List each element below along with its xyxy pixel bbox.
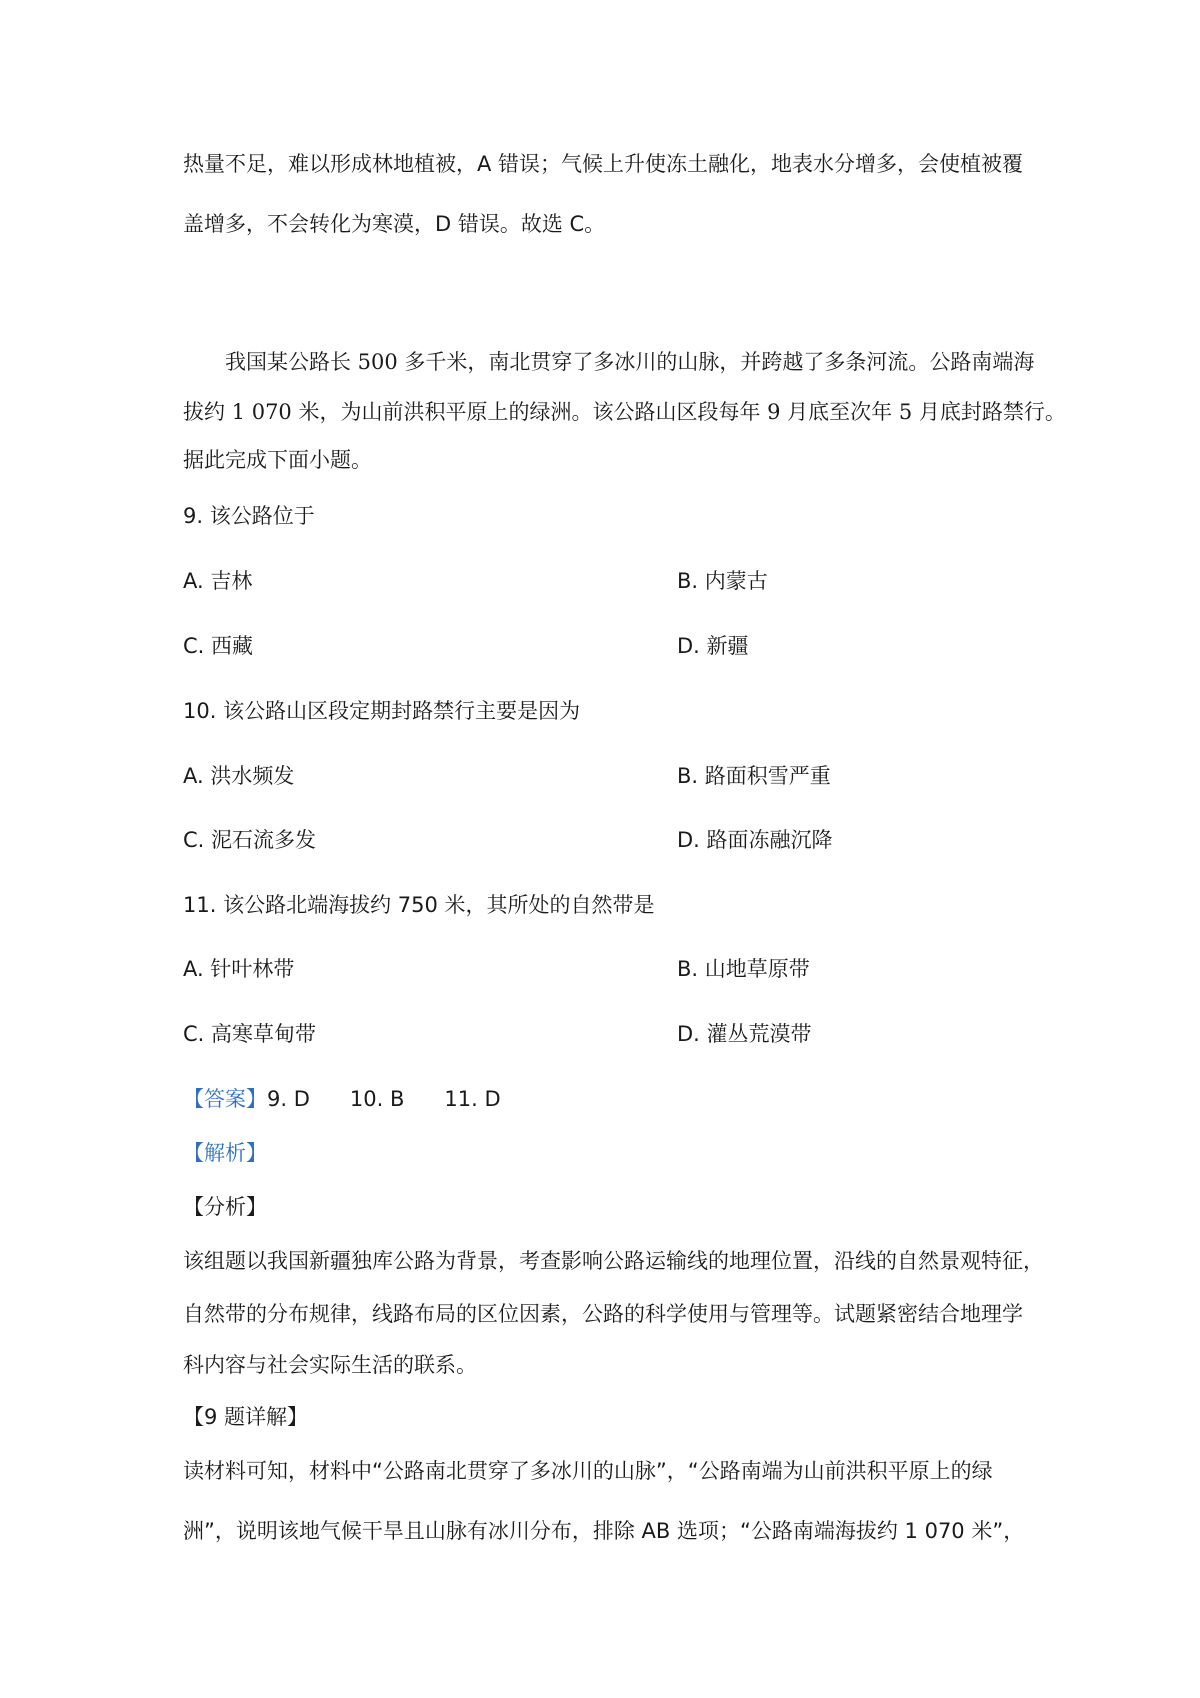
question-9-option-b: B. 内蒙古 (677, 569, 768, 593)
top-paragraph-line-2: 盖增多，不会转化为寒漠，D 错误。故选 C。 (183, 212, 606, 236)
question-9-option-c: C. 西藏 (183, 634, 254, 658)
answer-item-10: 10. B (349, 1087, 405, 1111)
jiexi-label: 【解析】 (183, 1141, 267, 1165)
question-9-stem: 9. 该公路位于 (183, 504, 315, 528)
question-10-stem: 10. 该公路山区段定期封路禁行主要是因为 (183, 699, 581, 723)
question-11-option-c: C. 高寒草甸带 (183, 1022, 317, 1046)
answer-item-11: 11. D (444, 1087, 501, 1111)
question-11-option-d: D. 灌丛荒漠带 (677, 1022, 812, 1046)
top-paragraph-line-1: 热量不足，难以形成林地植被，A 错误；气候上升使冻土融化，地表水分增多，会使植被覆 (183, 152, 1024, 176)
answer-line (183, 1085, 541, 1113)
answer-label: 【答案】 (183, 1087, 267, 1111)
question-9-option-a: A. 吉林 (183, 569, 253, 593)
material-line-1: 我国某公路长 500 多千米，南北贯穿了多冰川的山脉，并跨越了多条河流。公路南端海 (225, 350, 1035, 374)
question-10-option-b: B. 路面积雪严重 (677, 764, 831, 788)
detail-9-line-1: 读材料可知，材料中“公路南北贯穿了多冰川的山脉”，“公路南端为山前洪积平原上的绿 (183, 1459, 993, 1483)
fenxi-line-3: 科内容与社会实际生活的联系。 (183, 1353, 477, 1377)
detail-9-label: 【9 题详解】 (183, 1405, 309, 1429)
question-10-option-c: C. 泥石流多发 (183, 828, 317, 852)
question-11-option-a: A. 针叶林带 (183, 957, 295, 981)
material-line-2: 拔约 1 070 米，为山前洪积平原上的绿洲。该公路山区段每年 9 月底至次年 5 月底封路禁行。 (183, 400, 1066, 424)
detail-9-line-2: 洲”，说明该地气候干旱且山脉有冰川分布，排除 AB 选项；“公路南端海拔约 1 070 米”， (183, 1519, 1025, 1543)
question-11-option-b: B. 山地草原带 (677, 957, 810, 981)
question-10-option-a: A. 洪水频发 (183, 764, 295, 788)
fenxi-line-1: 该组题以我国新疆独库公路为背景，考查影响公路运输线的地理位置，沿线的自然景观特征， (183, 1249, 1044, 1273)
question-10-option-d: D. 路面冻融沉降 (677, 828, 833, 852)
fenxi-line-2: 自然带的分布规律，线路布局的区位因素，公路的科学使用与管理等。试题紧密结合地理学 (183, 1302, 1023, 1326)
question-11-stem: 11. 该公路北端海拔约 750 米，其所处的自然带是 (183, 893, 655, 917)
fenxi-label: 【分析】 (183, 1195, 267, 1219)
material-line-3: 据此完成下面小题。 (183, 448, 372, 472)
answer-item-9: 9. D (267, 1087, 310, 1111)
question-9-option-d: D. 新疆 (677, 634, 749, 658)
